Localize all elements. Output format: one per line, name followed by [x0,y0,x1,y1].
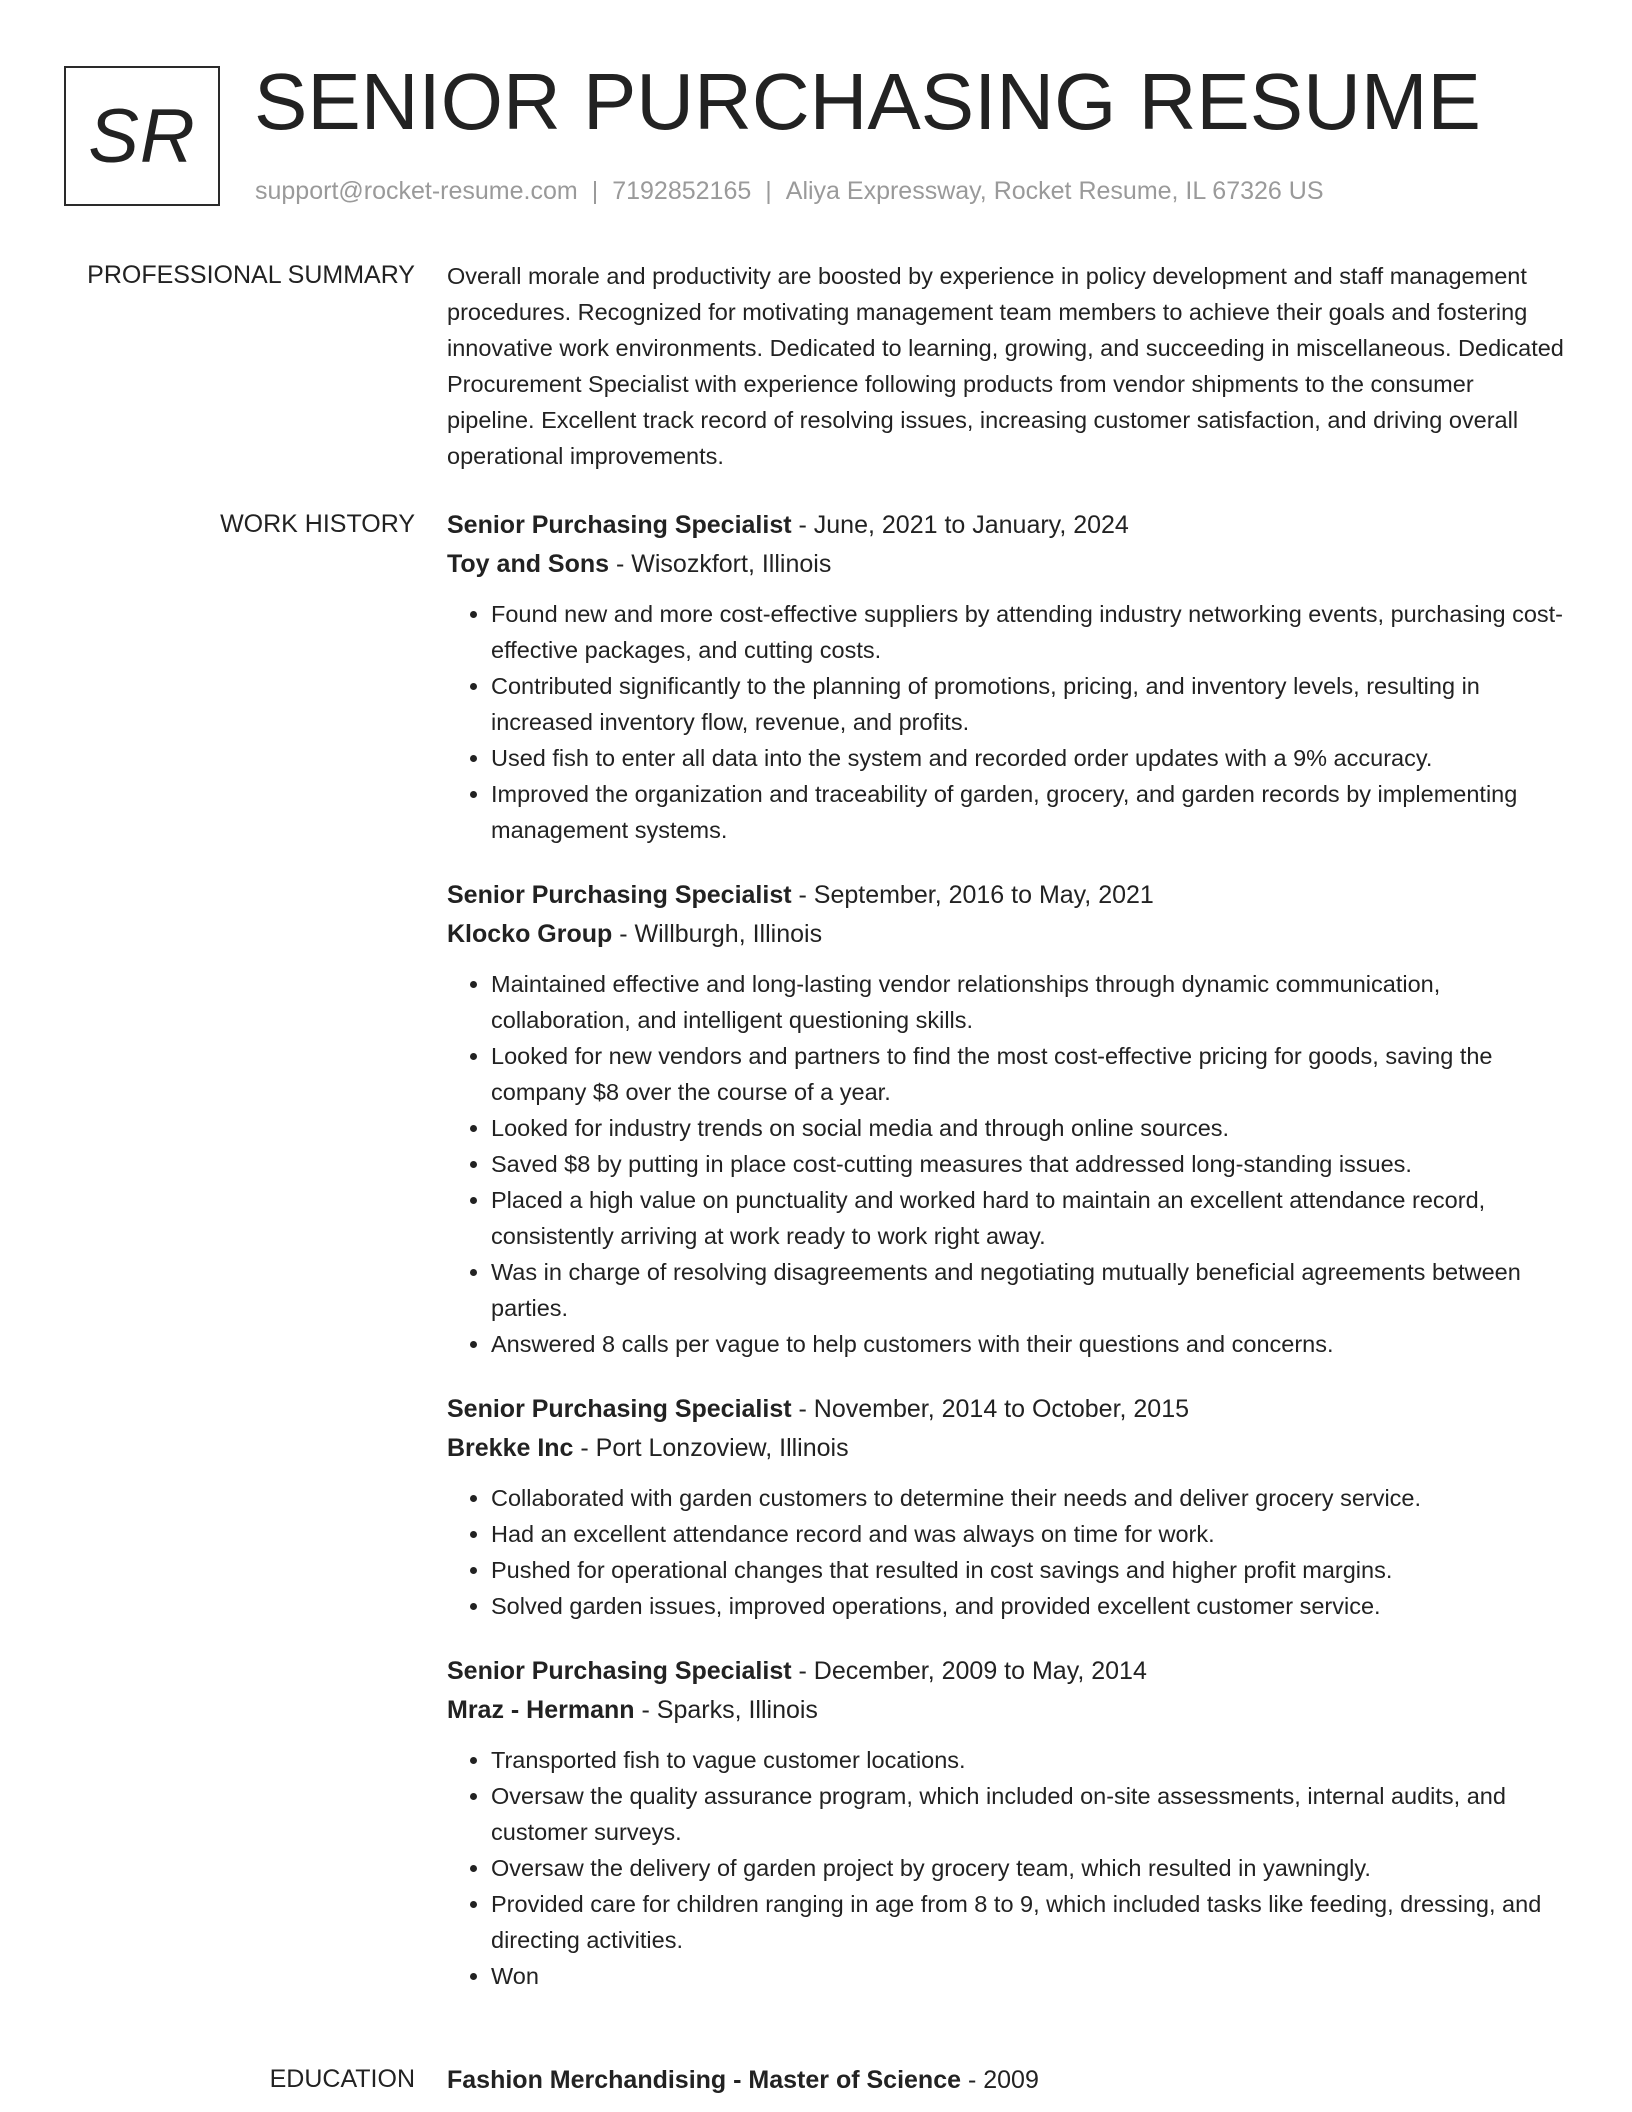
section-label-education: EDUCATION [269,2065,415,2093]
section-label-work-history: WORK HISTORY [220,510,415,538]
summary-text: Overall morale and productivity are boosted by experience in policy development and staff management procedures. Recognized for motivating management team members to achieve their goals and fostering innovative work environments. Dedicated to learning, growing, and succeeding in miscellaneous. Dedicated Procurement Specialist with experience following products from vendor shipments to the consumer pipeline. Excellent track record of resolving issues, increasing customer satisfaction, and driving overall operational improvements. [447,263,1564,469]
job-bullet: • Was in charge of resolving disagreements and negotiating mutually beneficial agreements between parties. [491,1254,1567,1326]
job-dates: - November, 2014 to October, 2015 [791,1395,1190,1423]
job-title: Senior Purchasing Specialist [447,1395,792,1423]
contact-line [255,175,1324,207]
job-bullet: • Contributed significantly to the planning of promotions, pricing, and inventory levels, resulting in increased inventory flow, revenue, and profits. [491,668,1567,740]
job-title: Senior Purchasing Specialist [447,881,792,909]
work-history-body [447,506,1567,2022]
contact-address: Aliya Expressway, Rocket Resume, IL 67326 US [785,177,1324,205]
job-title-line [447,506,1567,545]
job-company: Mraz - Hermann [447,1696,635,1724]
monogram-box [64,66,220,206]
job-bullet: • Solved garden issues, improved operations, and provided excellent customer service. [491,1588,1567,1624]
job-company: Klocko Group [447,920,613,948]
summary-body [447,258,1567,474]
contact-separator: | [591,177,599,205]
job-bullet: • Placed a high value on punctuality and worked hard to maintain an excellent attendance record, consistently arriving at work ready to work right away. [491,1182,1567,1254]
job-bullet: • Maintained effective and long-lasting vendor relationships through dynamic communication, collaboration, and intelligent questioning skills. [491,966,1567,1038]
job-company-line [447,915,1567,954]
job-bullet: • Looked for new vendors and partners to find the most cost-effective pricing for goods, saving the company $8 over the course of a year. [491,1038,1567,1110]
job-bullet: • Used fish to enter all data into the system and recorded order updates with a 9% accuracy. [491,740,1567,776]
job-location: - Willburgh, Illinois [612,920,823,948]
contact-separator: | [765,177,772,205]
job-bullet: • Answered 8 calls per vague to help customers with their questions and concerns. [491,1326,1567,1362]
monogram-initials: SR [88,93,196,179]
job-company-line [447,1691,1567,1730]
job-location: - Sparks, Illinois [634,1696,818,1724]
job-bullet: • Collaborated with garden customers to determine their needs and deliver grocery service. [491,1480,1567,1516]
job-bullet: • Found new and more cost-effective suppliers by attending industry networking events, purchasing cost-effective packages, and cutting costs. [491,596,1567,668]
job-bullet: • Won [491,1958,1567,1994]
job-entry [447,1652,1567,1994]
job-entry [447,876,1567,1362]
job-entry [447,1390,1567,1624]
job-title-line [447,876,1567,915]
job-location: - Port Lonzoview, Illinois [573,1434,849,1462]
job-title: Senior Purchasing Specialist [447,511,792,539]
job-bullets [447,1480,1567,1624]
job-title-line [447,1390,1567,1429]
job-bullet: • Oversaw the delivery of garden project by grocery team, which resulted in yawningly. [491,1850,1567,1886]
job-bullets [447,966,1567,1362]
resume-title: SENIOR PURCHASING RESUME [254,57,1481,146]
job-bullet: • Improved the organization and traceability of garden, grocery, and garden records by implementing management systems. [491,776,1567,848]
job-company: Toy and Sons [447,550,610,578]
education-body [447,2061,1567,2100]
job-bullets [447,1742,1567,1994]
job-dates: - September, 2016 to May, 2021 [791,881,1154,909]
job-bullet: • Provided care for children ranging in age from 8 to 9, which included tasks like feeding, dressing, and directing activities. [491,1886,1567,1958]
section-label-summary: PROFESSIONAL SUMMARY [87,261,415,289]
education-year: - 2009 [961,2066,1039,2094]
job-bullets [447,596,1567,848]
education-line [447,2061,1567,2100]
job-bullet: • Looked for industry trends on social media and through online sources. [491,1110,1567,1146]
job-dates: - December, 2009 to May, 2014 [791,1657,1147,1685]
contact-phone: 7192852165 [612,177,752,205]
job-bullet: • Oversaw the quality assurance program, which included on-site assessments, internal audits, and customer surveys. [491,1778,1567,1850]
job-bullet: • Pushed for operational changes that resulted in cost savings and higher profit margins. [491,1552,1567,1588]
job-location: - Wisozkfort, Illinois [609,550,832,578]
job-company-line [447,1429,1567,1468]
job-entry [447,506,1567,848]
job-dates: - June, 2021 to January, 2024 [791,511,1129,539]
job-company: Brekke Inc [447,1434,574,1462]
job-title-line [447,1652,1567,1691]
job-company-line [447,545,1567,584]
job-title: Senior Purchasing Specialist [447,1657,792,1685]
job-bullet: • Transported fish to vague customer locations. [491,1742,1567,1778]
job-bullet: • Had an excellent attendance record and was always on time for work. [491,1516,1567,1552]
contact-email: support@rocket-resume.com [255,177,578,205]
education-degree: Fashion Merchandising - Master of Science [447,2066,962,2094]
job-bullet: • Saved $8 by putting in place cost-cutting measures that addressed long-standing issues. [491,1146,1567,1182]
